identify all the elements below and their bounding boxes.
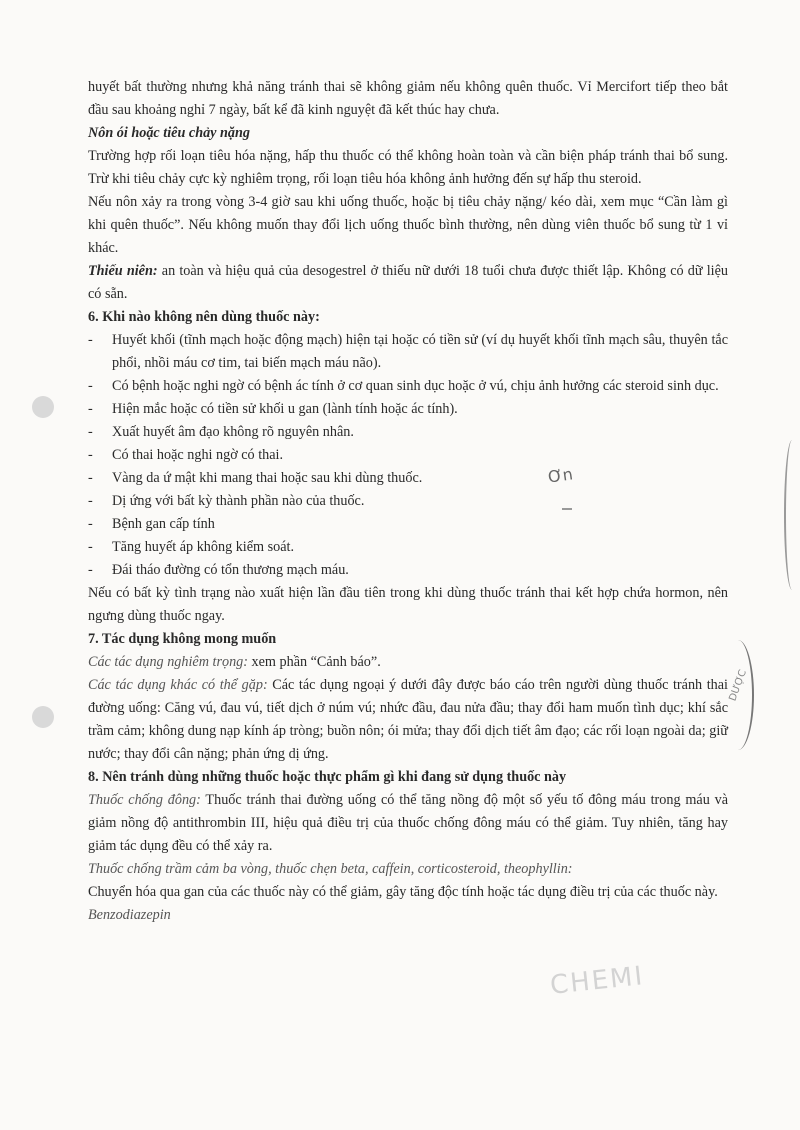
- paragraph-stop-use: Nếu có bất kỳ tình trạng nào xuất hiện lần đầu tiên trong khi dùng thuốc tránh thai kết hợp chứa hormon, nên ngưng dùng thuốc ngay.: [88, 585, 728, 624]
- punch-hole-top: [32, 396, 54, 418]
- list-item: - Dị ứng với bất kỳ thành phần nào của thuốc.: [88, 493, 365, 509]
- list-item: - Bệnh gan cấp tính: [88, 516, 215, 532]
- adolescents-text: an toàn và hiệu quả của desogestrel ở thiếu nữ dưới 18 tuổi chưa được thiết lập. Không có dữ liệu có sẵn.: [88, 263, 728, 302]
- paragraph-serious-effects: Các tác dụng nghiêm trọng: xem phần “Cảnh báo”.: [88, 654, 381, 670]
- subheading-benzodiazepine: Benzodiazepin: [88, 907, 171, 923]
- list-item: - Vàng da ứ mật khi mang thai hoặc sau khi dùng thuốc.: [88, 470, 423, 486]
- section-7-heading: 7. Tác dụng không mong muốn: [88, 631, 277, 647]
- paragraph-absorption: Trường hợp rối loạn tiêu hóa nặng, hấp thu thuốc có thể không hoàn toàn và cần biện pháp tránh thai bổ sung. Trừ khi tiêu chảy cực kỳ nghiêm trọng, rối loạn tiêu hóa không ảnh hưởng đến sự hấp thu steroid.: [88, 148, 728, 187]
- watermark: CHEMI: [548, 961, 646, 1001]
- list-item: - Hiện mắc hoặc có tiền sử khối u gan (lành tính hoặc ác tính).: [88, 401, 458, 417]
- section-6-heading: 6. Khi nào không nên dùng thuốc này:: [88, 309, 320, 325]
- page-edge-shadow: [784, 440, 800, 590]
- paragraph-other-effects: Các tác dụng khác có thể gặp: Các tác dụng ngoại ý dưới đây được báo cáo trên người dùng thuốc tránh thai đường uống: Căng vú, đau vú, tiết dịch ở núm vú; nhức đầu, đau nửa đầu; thay đổi ham muốn tình dục; khí sắc trầm cảm; không dung nạp kính áp tròng; buồn nôn; ói mửa; thay đổi dịch tiết âm đạo; các rối loạn ngoài da; giữ nước; thay đổi cân nặng; phản ứng dị ứng.: [88, 677, 728, 762]
- list-item: - Có thai hoặc nghi ngờ có thai.: [88, 447, 284, 463]
- list-item: - Có bệnh hoặc nghi ngờ có bệnh ác tính ở cơ quan sinh dục hoặc ở vú, chịu ảnh hưởng các steroid sinh dục.: [88, 378, 719, 394]
- paragraph-continuation: huyết bất thường nhưng khả năng tránh thai sẽ không giảm nếu không quên thuốc. Vỉ Mercifort tiếp theo bắt đầu sau khoảng nghỉ 7 ngày, bất kể đã kinh nguyệt đã kết thúc hay chưa.: [88, 79, 728, 118]
- list-item: - Huyết khối (tĩnh mạch hoặc động mạch) hiện tại hoặc có tiền sử (ví dụ huyết khối tĩnh mạch sâu, thuyên tắc phổi, nhồi máu cơ tim, tai biến mạch máu não).: [88, 332, 728, 371]
- paragraph-liver-metabolism: Chuyển hóa qua gan của các thuốc này có thể giảm, gây tăng độc tính hoặc tác dụng điều trị của các thuốc này.: [88, 884, 718, 900]
- paragraph-adolescents: [88, 260, 728, 306]
- paragraph-anticoagulants: Thuốc chống đông: Thuốc tránh thai đường uống có thể tăng nồng độ một số yếu tố đông máu trong máu và giảm nồng độ antithrombin III, hiệu quả điều trị của thuốc chống đông máu có thể giảm. Tuy nhiên, tăng hay giảm tác dụng đều có thể xảy ra.: [88, 792, 729, 854]
- subheading-antidepressants: Thuốc chống trầm cảm ba vòng, thuốc chẹn beta, caffein, corticosteroid, theophyllin:: [88, 861, 573, 877]
- subheading-vomiting: Nôn ói hoặc tiêu chảy nặng: [88, 125, 250, 141]
- adolescents-label: Thiếu niên:: [88, 263, 158, 279]
- punch-hole-bottom: [32, 706, 54, 728]
- section-8-heading: 8. Nên tránh dùng những thuốc hoặc thực phẩm gì khi đang sử dụng thuốc này: [88, 769, 567, 785]
- list-item: - Xuất huyết âm đạo không rõ nguyên nhân.: [88, 424, 354, 440]
- handwritten-initials: Ơn: [546, 464, 574, 487]
- paragraph-vomit-timing: Nếu nôn xảy ra trong vòng 3-4 giờ sau khi uống thuốc, hoặc bị tiêu chảy nặng/ kéo dài, xem mục “Cần làm gì khi quên thuốc”. Nếu không muốn thay đổi lịch uống thuốc bình thường, nên dùng viên thuốc bổ sung từ 1 vỉ khác.: [88, 194, 728, 256]
- list-item: - Đái tháo đường có tổn thương mạch máu.: [88, 562, 349, 578]
- list-item: - Tăng huyết áp không kiểm soát.: [88, 539, 295, 555]
- document-body: [88, 76, 728, 927]
- stamp-text: DƯỢC: [727, 668, 749, 703]
